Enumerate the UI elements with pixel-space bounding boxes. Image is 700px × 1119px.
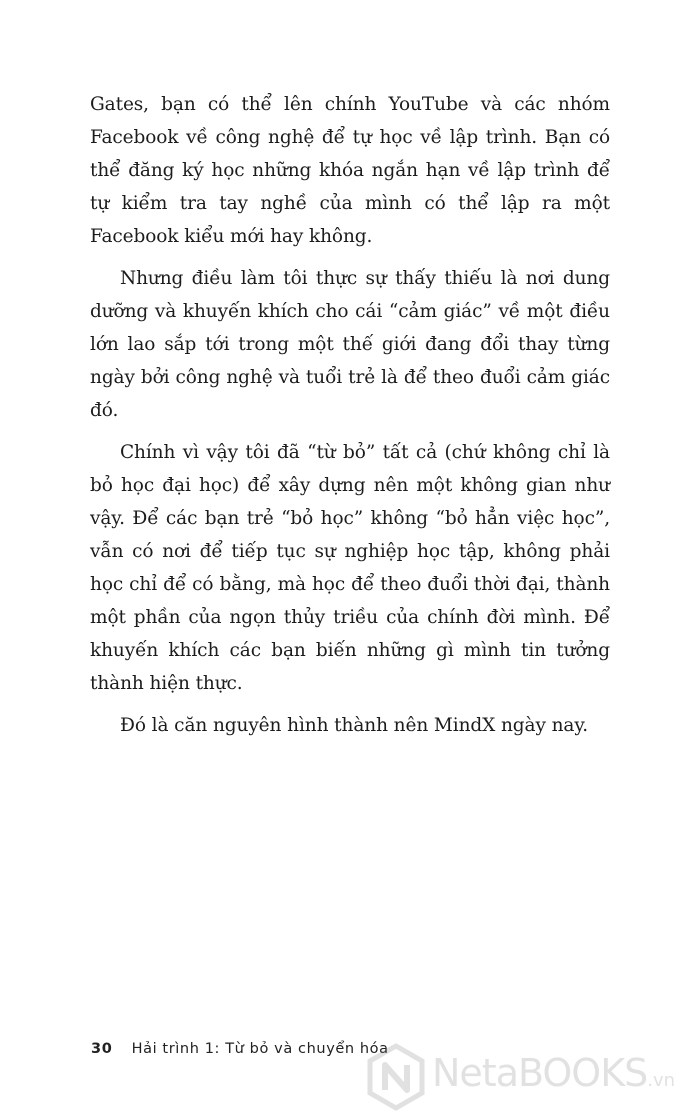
page-footer — [91, 1041, 389, 1057]
running-title: Hải trình 1: Từ bỏ và chuyển hóa — [131, 1041, 389, 1057]
paragraph-2: Nhưng điều làm tôi thực sự thấy thiếu là nơi dung dưỡng và khuyến khích cho cái “cảm giác” về một điều lớn lao sắp tới trong một thế giới đang đổi thay từng ngày bởi công nghệ và tuổi trẻ là để theo đuổi cảm giác đó. — [90, 268, 610, 421]
paragraph-1: Gates, bạn có thể lên chính YouTube và các nhóm Facebook về công nghệ để tự học về lập trình. Bạn có thể đăng ký học những khóa ngắn hạn về lập trình để tự kiểm tra tay nghề của mình có thể lập ra một Facebook kiểu mới hay không. — [90, 94, 610, 247]
watermark-text — [432, 1051, 675, 1095]
watermark-brand: NetaBOOKS — [432, 1051, 648, 1095]
page-body — [90, 88, 610, 751]
paragraph-4: Đó là căn nguyên hình thành nên MindX ngày nay. — [120, 715, 589, 736]
watermark-suffix: .vn — [647, 1070, 676, 1091]
page-number: 30 — [91, 1041, 113, 1057]
netabooks-logo-icon — [366, 1043, 426, 1111]
paragraph-3: Chính vì vậy tôi đã “từ bỏ” tất cả (chứ không chỉ là bỏ học đại học) để xây dựng nên một không gian như vậy. Để các bạn trẻ “bỏ học” không “bỏ hẳn việc học”, vẫn có nơi để tiếp tục sự nghiệp học tập, không phải học chỉ để có bằng, mà học để theo đuổi thời đại, thành một phần của ngọn thủy triều của chính đời mình. Để khuyến khích các bạn biến những gì mình tin tưởng thành hiện thực. — [90, 442, 610, 694]
watermark — [366, 1043, 696, 1113]
